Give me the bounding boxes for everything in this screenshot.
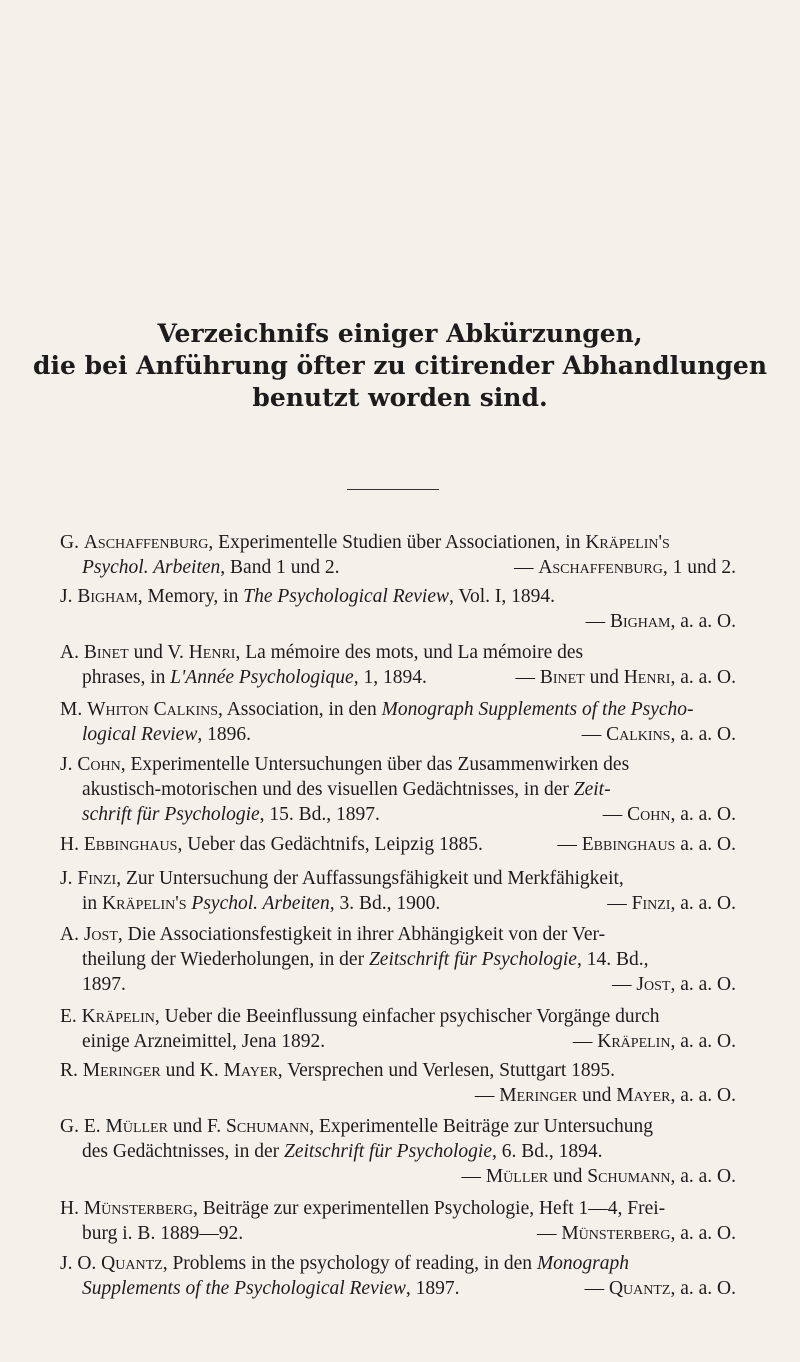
entry-line (60, 832, 736, 857)
entry-initials: J. (60, 586, 78, 607)
entry-text: , 14. Bd., (576, 949, 649, 970)
entry-text: , 6. Bd., 1894. (491, 1141, 603, 1162)
entry-initials: G. E. (60, 1116, 106, 1137)
entry-text: , Memory, in (137, 586, 244, 607)
entry-abbreviation: — Quantz, a. a. O. (584, 1278, 736, 1299)
entry-source: Monograph Supplements of the Psycho- (381, 699, 694, 720)
entry-author: Schumann (226, 1116, 310, 1137)
entry-author: Münsterberg (83, 1198, 193, 1219)
entry-author: Henri (188, 642, 236, 663)
entry-source: The Psychological Review (243, 586, 450, 607)
entry-line (60, 1196, 736, 1221)
entry-line (60, 1221, 736, 1246)
entry-line (60, 697, 736, 722)
entry-source: Supplements of the Psychological Review (82, 1278, 406, 1299)
entry-muensterberg (60, 1196, 736, 1246)
entry-line (60, 584, 736, 609)
entry-author: Jost (83, 924, 118, 945)
entry-abbreviation: — Bigham, a. a. O. (585, 611, 736, 632)
entry-text: , Ueber die Beeinflussung einfacher psychischer Vorgänge durch (154, 1006, 660, 1027)
entry-source: Zeit- (573, 779, 611, 800)
entry-cohn (60, 752, 736, 827)
entry-abbreviation: — Calkins, a. a. O. (581, 724, 736, 745)
entry-source: Monograph (536, 1253, 630, 1274)
entry-author: Kräpelin (81, 1006, 155, 1027)
entry-line (60, 1029, 736, 1054)
entry-line (60, 722, 736, 747)
entry-meringer-mayer (60, 1058, 736, 1108)
entry-text: burg i. B. 1889—92. (82, 1223, 244, 1244)
entry-text: , 1, 1894. (353, 667, 427, 688)
entry-text: , 1897. (405, 1278, 460, 1299)
entry-text: , Vol. I, 1894. (449, 586, 556, 607)
entry-text: , 3. Bd., 1900. (329, 893, 441, 914)
entry-text: 1897. (82, 974, 126, 995)
entry-text: einige Arzneimittel, Jena 1892. (82, 1031, 326, 1052)
entry-line (60, 972, 736, 997)
entry-calkins (60, 697, 736, 747)
title-line-3: benutzt worden sind. (252, 383, 548, 412)
entry-line (60, 922, 736, 947)
entry-bigham (60, 584, 736, 634)
entry-line (60, 609, 736, 634)
entry-initials: J. (60, 754, 78, 775)
entry-author: Kräpelin's (585, 532, 670, 553)
entry-text: , 1896. (197, 724, 251, 745)
entry-abbreviation: — Binet und Henri, a. a. O. (515, 667, 736, 688)
entry-line (60, 555, 736, 580)
entry-abbreviation: — Aschaffenburg, 1 und 2. (513, 557, 736, 578)
entry-initials: M. (60, 699, 88, 720)
entry-initials: R. (60, 1060, 83, 1081)
entry-initials: J. (60, 868, 78, 889)
entry-text: , Beiträge zur experimentellen Psychologie, Heft 1—4, Frei- (192, 1198, 666, 1219)
entry-quantz (60, 1251, 736, 1301)
entry-abbreviation: — Müller und Schumann, a. a. O. (461, 1166, 736, 1187)
entry-initials: G. (60, 532, 84, 553)
entry-initials: H. (60, 834, 84, 855)
entry-text: , Experimentelle Studien über Associationen, in (208, 532, 586, 553)
entry-author: Mayer (223, 1060, 278, 1081)
divider-rule (347, 489, 439, 490)
entry-text: theilung der Wiederholungen, in der (82, 949, 369, 970)
entry-text: , Band 1 und 2. (220, 557, 340, 578)
entry-author: Ebbinghaus (83, 834, 178, 855)
entry-author: Binet (83, 642, 129, 663)
entry-text: und K. (160, 1060, 224, 1081)
entry-abbreviation: — Ebbinghaus a. a. O. (557, 834, 736, 855)
entry-initials: A. (60, 642, 84, 663)
entry-kraepelin (60, 1004, 736, 1054)
entry-text: , Zur Untersuchung der Auffassungsfähigkeit und Merkfähigkeit, (116, 868, 624, 889)
entry-source: Psychol. Arbeiten (191, 893, 330, 914)
entry-author: Müller (105, 1116, 168, 1137)
entry-line (60, 752, 736, 777)
entry-author: Meringer (82, 1060, 161, 1081)
entry-line (60, 777, 736, 802)
entry-text: , Experimentelle Untersuchungen über das Zusammenwirken des (120, 754, 630, 775)
entry-line (60, 1164, 736, 1189)
entry-author: Whiton Calkins (87, 699, 219, 720)
page-title (0, 318, 800, 414)
entry-abbreviation: — Finzi, a. a. O. (607, 893, 736, 914)
entry-author: Aschaffenburg (83, 532, 209, 553)
entry-text: , 15. Bd., 1897. (259, 804, 380, 825)
entry-line (60, 1004, 736, 1029)
entry-ebbinghaus (60, 832, 736, 857)
entry-source: Zeitschrift für Psychologie (284, 1141, 492, 1162)
entry-line (60, 1139, 736, 1164)
title-line-1: Verzeichnifs einiger Abkürzungen, (157, 319, 643, 348)
entry-author: Kräpelin's (102, 893, 187, 914)
entry-author: Bigham (77, 586, 138, 607)
entry-source: Zeitschrift für Psychologie (368, 949, 577, 970)
entry-initials: E. (60, 1006, 82, 1027)
entry-line (60, 1114, 736, 1139)
entry-abbreviation: — Kräpelin, a. a. O. (572, 1031, 736, 1052)
entry-text: phrases, in (82, 667, 171, 688)
entry-line (60, 866, 736, 891)
entry-text: , Die Associationsfestigkeit in ihrer Abhängigkeit von der Ver- (117, 924, 606, 945)
entry-line (60, 891, 736, 916)
entry-author: Cohn (77, 754, 121, 775)
entry-mueller-schumann (60, 1114, 736, 1189)
entry-jost (60, 922, 736, 997)
entry-text: und F. (167, 1116, 226, 1137)
entry-binet-henri (60, 640, 736, 690)
entry-line (60, 665, 736, 690)
entry-text: , Association, in den (218, 699, 382, 720)
entry-author: Quantz (101, 1253, 163, 1274)
entry-source: Psychol. Arbeiten (82, 557, 221, 578)
entry-line (60, 530, 736, 555)
entry-line (60, 802, 736, 827)
entry-source: schrift für Psychologie (82, 804, 260, 825)
entry-line (60, 1058, 736, 1083)
entry-text: des Gedächtnisses, in der (82, 1141, 284, 1162)
entry-line (60, 1276, 736, 1301)
entry-line (60, 1251, 736, 1276)
title-line-2: die bei Anführung öfter zu citirender Abhandlungen (33, 351, 767, 380)
entry-author: Finzi (77, 868, 117, 889)
entry-line (60, 1083, 736, 1108)
entry-text: und V. (128, 642, 189, 663)
entry-abbreviation: — Meringer und Mayer, a. a. O. (474, 1085, 736, 1106)
entry-source: L'Année Psychologique (170, 667, 354, 688)
entry-line (60, 640, 736, 665)
entry-text: , Versprechen und Verlesen, Stuttgart 1895. (277, 1060, 616, 1081)
entry-line (60, 947, 736, 972)
entry-initials: A. (60, 924, 84, 945)
entry-text: , Experimentelle Beiträge zur Untersuchung (309, 1116, 654, 1137)
entry-text: in (82, 893, 103, 914)
entry-source: logical Review (82, 724, 198, 745)
entry-initials: H. (60, 1198, 84, 1219)
entry-text: akustisch-motorischen und des visuellen Gedächtnisses, in der (82, 779, 574, 800)
entry-text: , La mémoire des mots, und La mémoire des (235, 642, 584, 663)
entry-finzi (60, 866, 736, 916)
entry-aschaffenburg (60, 530, 736, 580)
entry-text: , Ueber das Gedächtnifs, Leipzig 1885. (177, 834, 483, 855)
entry-abbreviation: — Cohn, a. a. O. (602, 804, 736, 825)
entry-initials: J. O. (60, 1253, 102, 1274)
entry-abbreviation: — Münsterberg, a. a. O. (536, 1223, 736, 1244)
entry-abbreviation: — Jost, a. a. O. (612, 974, 736, 995)
entry-text: , Problems in the psychology of reading, in den (162, 1253, 537, 1274)
